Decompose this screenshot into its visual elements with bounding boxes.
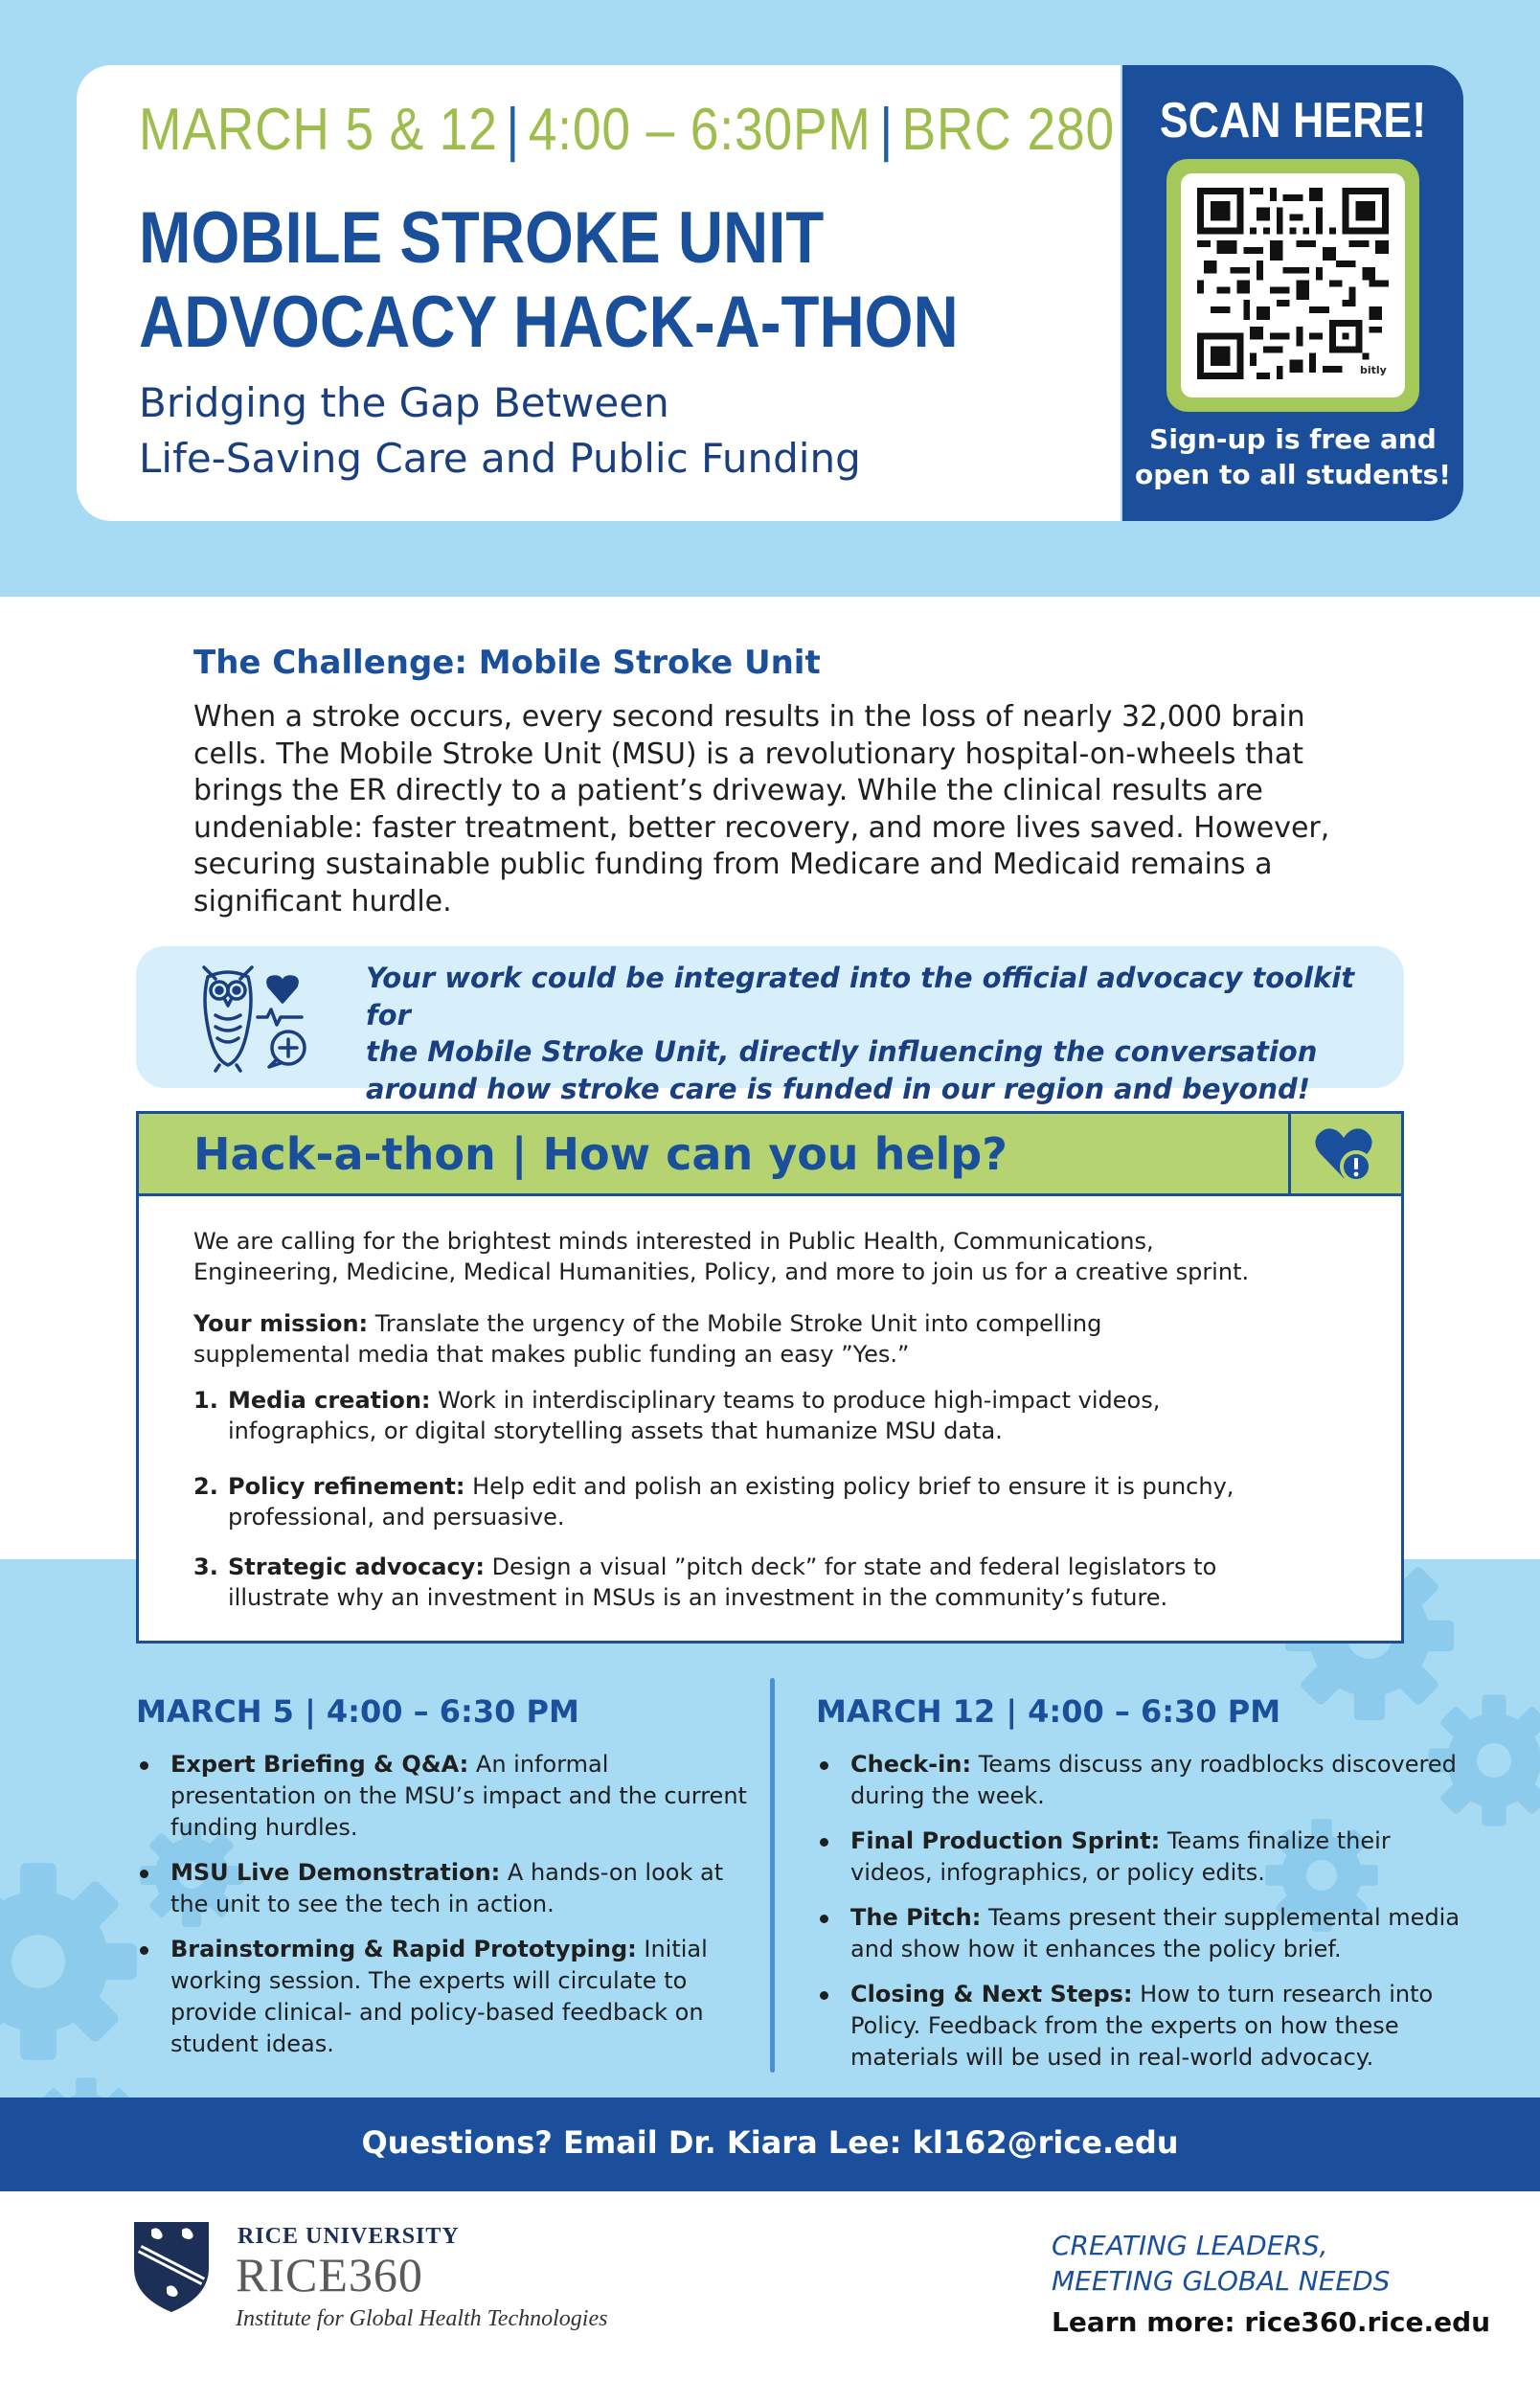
signup-note-line-1: Sign-up is free and (1149, 423, 1437, 455)
agenda-label: Brainstorming & Rapid Prototyping: (170, 1936, 637, 1962)
event-room: BRC 280 (901, 97, 1116, 163)
title-line-2: ADVOCACY HACK-A-THON (139, 282, 959, 363)
task-number: 3. (193, 1553, 218, 1580)
agenda-item (816, 1979, 1467, 2074)
task-text: Design a visual ”pitch deck” for state and federal legislators to (491, 1553, 1217, 1580)
divider: | (506, 97, 521, 163)
schedule-divider (770, 1678, 775, 2073)
march-5-heading: MARCH 5 | 4:00 – 6:30 PM (136, 1693, 579, 1730)
rice-shield-icon (132, 2220, 211, 2314)
task-number: 2. (193, 1473, 218, 1500)
agenda-text: Teams present their supplemental media and show how it enhances the policy brief. (850, 1904, 1461, 1962)
agenda-item (816, 1749, 1467, 1812)
callout-line: Your work could be integrated into the official advocacy toolkit for (366, 962, 1355, 1032)
task-label: Strategic advocacy: (228, 1553, 485, 1580)
challenge-body (193, 699, 1371, 920)
agenda-text: Teams finalize their videos, infographics, or policy edits. (850, 1827, 1391, 1886)
slogan-line-1: CREATING LEADERS, (1052, 2230, 1328, 2261)
agenda-text: An informal presentation on the MSU’s impact and the current funding hurdles. (170, 1751, 747, 1841)
agenda-label: Final Production Sprint: (850, 1827, 1161, 1854)
agenda-label: MSU Live Demonstration: (170, 1859, 501, 1886)
university-name: RICE UNIVERSITY (238, 2224, 460, 2249)
signup-note-line-2: open to all students! (1135, 459, 1451, 490)
page-subtitle (139, 375, 861, 487)
mission-text: supplemental media that makes public funding an easy ”Yes.” (193, 1341, 910, 1368)
subtitle-line-2: Life-Saving Care and Public Funding (139, 435, 861, 482)
challenge-line: significant hurdle. (193, 884, 452, 918)
task-text: infographics, or digital storytelling assets that humanize MSU data. (228, 1417, 1003, 1444)
task-text: professional, and persuasive. (228, 1504, 565, 1531)
agenda-item (136, 1934, 749, 2060)
callout-line: the Mobile Stroke Unit, directly influencing the conversation (366, 1035, 1318, 1068)
mission-label: Your mission: (193, 1310, 369, 1337)
hackathon-heading: Hack-a-thon | How can you help? (193, 1128, 1008, 1180)
task-number: 1. (193, 1387, 218, 1414)
slogan (1052, 2228, 1390, 2299)
task-text: Help edit and polish an existing policy brief to ensure it is punchy, (472, 1473, 1234, 1500)
agenda-text: How to turn research into Policy. Feedback from the experts on how these materials will be used in real-world advocacy. (850, 1981, 1434, 2071)
hackathon-intro (193, 1226, 1371, 1287)
event-date: MARCH 5 & 12 (139, 97, 498, 163)
mission-text: Translate the urgency of the Mobile Stroke Unit into compelling (374, 1310, 1102, 1337)
task-text: illustrate why an investment in MSUs is an investment in the community’s future. (228, 1584, 1168, 1611)
divider: | (879, 97, 895, 163)
institute-name: Institute for Global Health Technologies (236, 2306, 608, 2331)
event-time: 4:00 – 6:30PM (528, 97, 872, 163)
agenda-label: Check-in: (850, 1751, 972, 1778)
challenge-heading: The Challenge: Mobile Stroke Unit (193, 644, 821, 682)
callout-line: around how stroke care is funded in our region and beyond! (366, 1072, 1311, 1105)
learn-more-link[interactable]: Learn more: rice360.rice.edu (1052, 2306, 1491, 2338)
agenda-item (136, 1857, 749, 1920)
heart-alert-icon (1312, 1122, 1375, 1186)
scan-here-label: SCAN HERE! (1159, 93, 1427, 148)
qr-brand-label: bitly (1360, 364, 1387, 376)
slogan-line-2: MEETING GLOBAL NEEDS (1052, 2265, 1391, 2297)
agenda-label: Expert Briefing & Q&A: (170, 1751, 469, 1778)
task-label: Policy refinement: (228, 1473, 465, 1500)
march-12-agenda (816, 1749, 1467, 2087)
agenda-label: The Pitch: (850, 1904, 982, 1931)
intro-line: Engineering, Medicine, Medical Humanities, Policy, and more to join us for a creative sprint. (193, 1259, 1250, 1285)
task-item (193, 1471, 1381, 1532)
callout-text (366, 960, 1381, 1107)
task-label: Media creation: (228, 1387, 431, 1414)
task-item (193, 1552, 1381, 1613)
owl-health-icon (194, 960, 328, 1073)
challenge-line: undeniable: faster treatment, better recovery, and more lives saved. However, (193, 810, 1330, 845)
agenda-item (816, 1825, 1467, 1889)
signup-note (1122, 421, 1463, 492)
challenge-line: securing sustainable public funding from Medicare and Medicaid remains a (193, 848, 1273, 881)
program-logo-text: RICE360 (236, 2248, 423, 2302)
event-date-line (139, 96, 1115, 164)
subtitle-line-1: Bridging the Gap Between (139, 379, 669, 426)
agenda-label: Closing & Next Steps: (850, 1981, 1133, 2007)
title-line-1: MOBILE STROKE UNIT (139, 197, 825, 279)
qr-code[interactable] (1197, 188, 1389, 379)
march-5-agenda (136, 1749, 749, 2074)
challenge-line: When a stroke occurs, every second results in the loss of nearly 32,000 brain (193, 700, 1305, 734)
task-item (193, 1385, 1381, 1446)
mission-statement (193, 1308, 1371, 1370)
agenda-item (816, 1902, 1467, 1965)
agenda-text: Teams discuss any roadblocks discovered during the week. (850, 1751, 1457, 1809)
task-text: Work in interdisciplinary teams to produce high-impact videos, (438, 1387, 1161, 1414)
challenge-line: brings the ER directly to a patient’s driveway. While the clinical results are (193, 774, 1263, 807)
agenda-text: A hands-on look at the unit to see the tech in action. (170, 1859, 724, 1917)
contact-email-link[interactable]: Questions? Email Dr. Kiara Lee: kl162@rice.edu (361, 2124, 1179, 2161)
march-12-heading: MARCH 12 | 4:00 – 6:30 PM (816, 1693, 1281, 1730)
agenda-text: Initial working session. The experts will circulate to provide clinical- and policy-based feedback on student ideas. (170, 1936, 708, 2057)
intro-line: We are calling for the brightest minds interested in Public Health, Communications, (193, 1228, 1154, 1255)
agenda-item (136, 1749, 749, 1844)
challenge-line: cells. The Mobile Stroke Unit (MSU) is a revolutionary hospital-on-wheels that (193, 737, 1303, 771)
page-title (139, 196, 959, 365)
